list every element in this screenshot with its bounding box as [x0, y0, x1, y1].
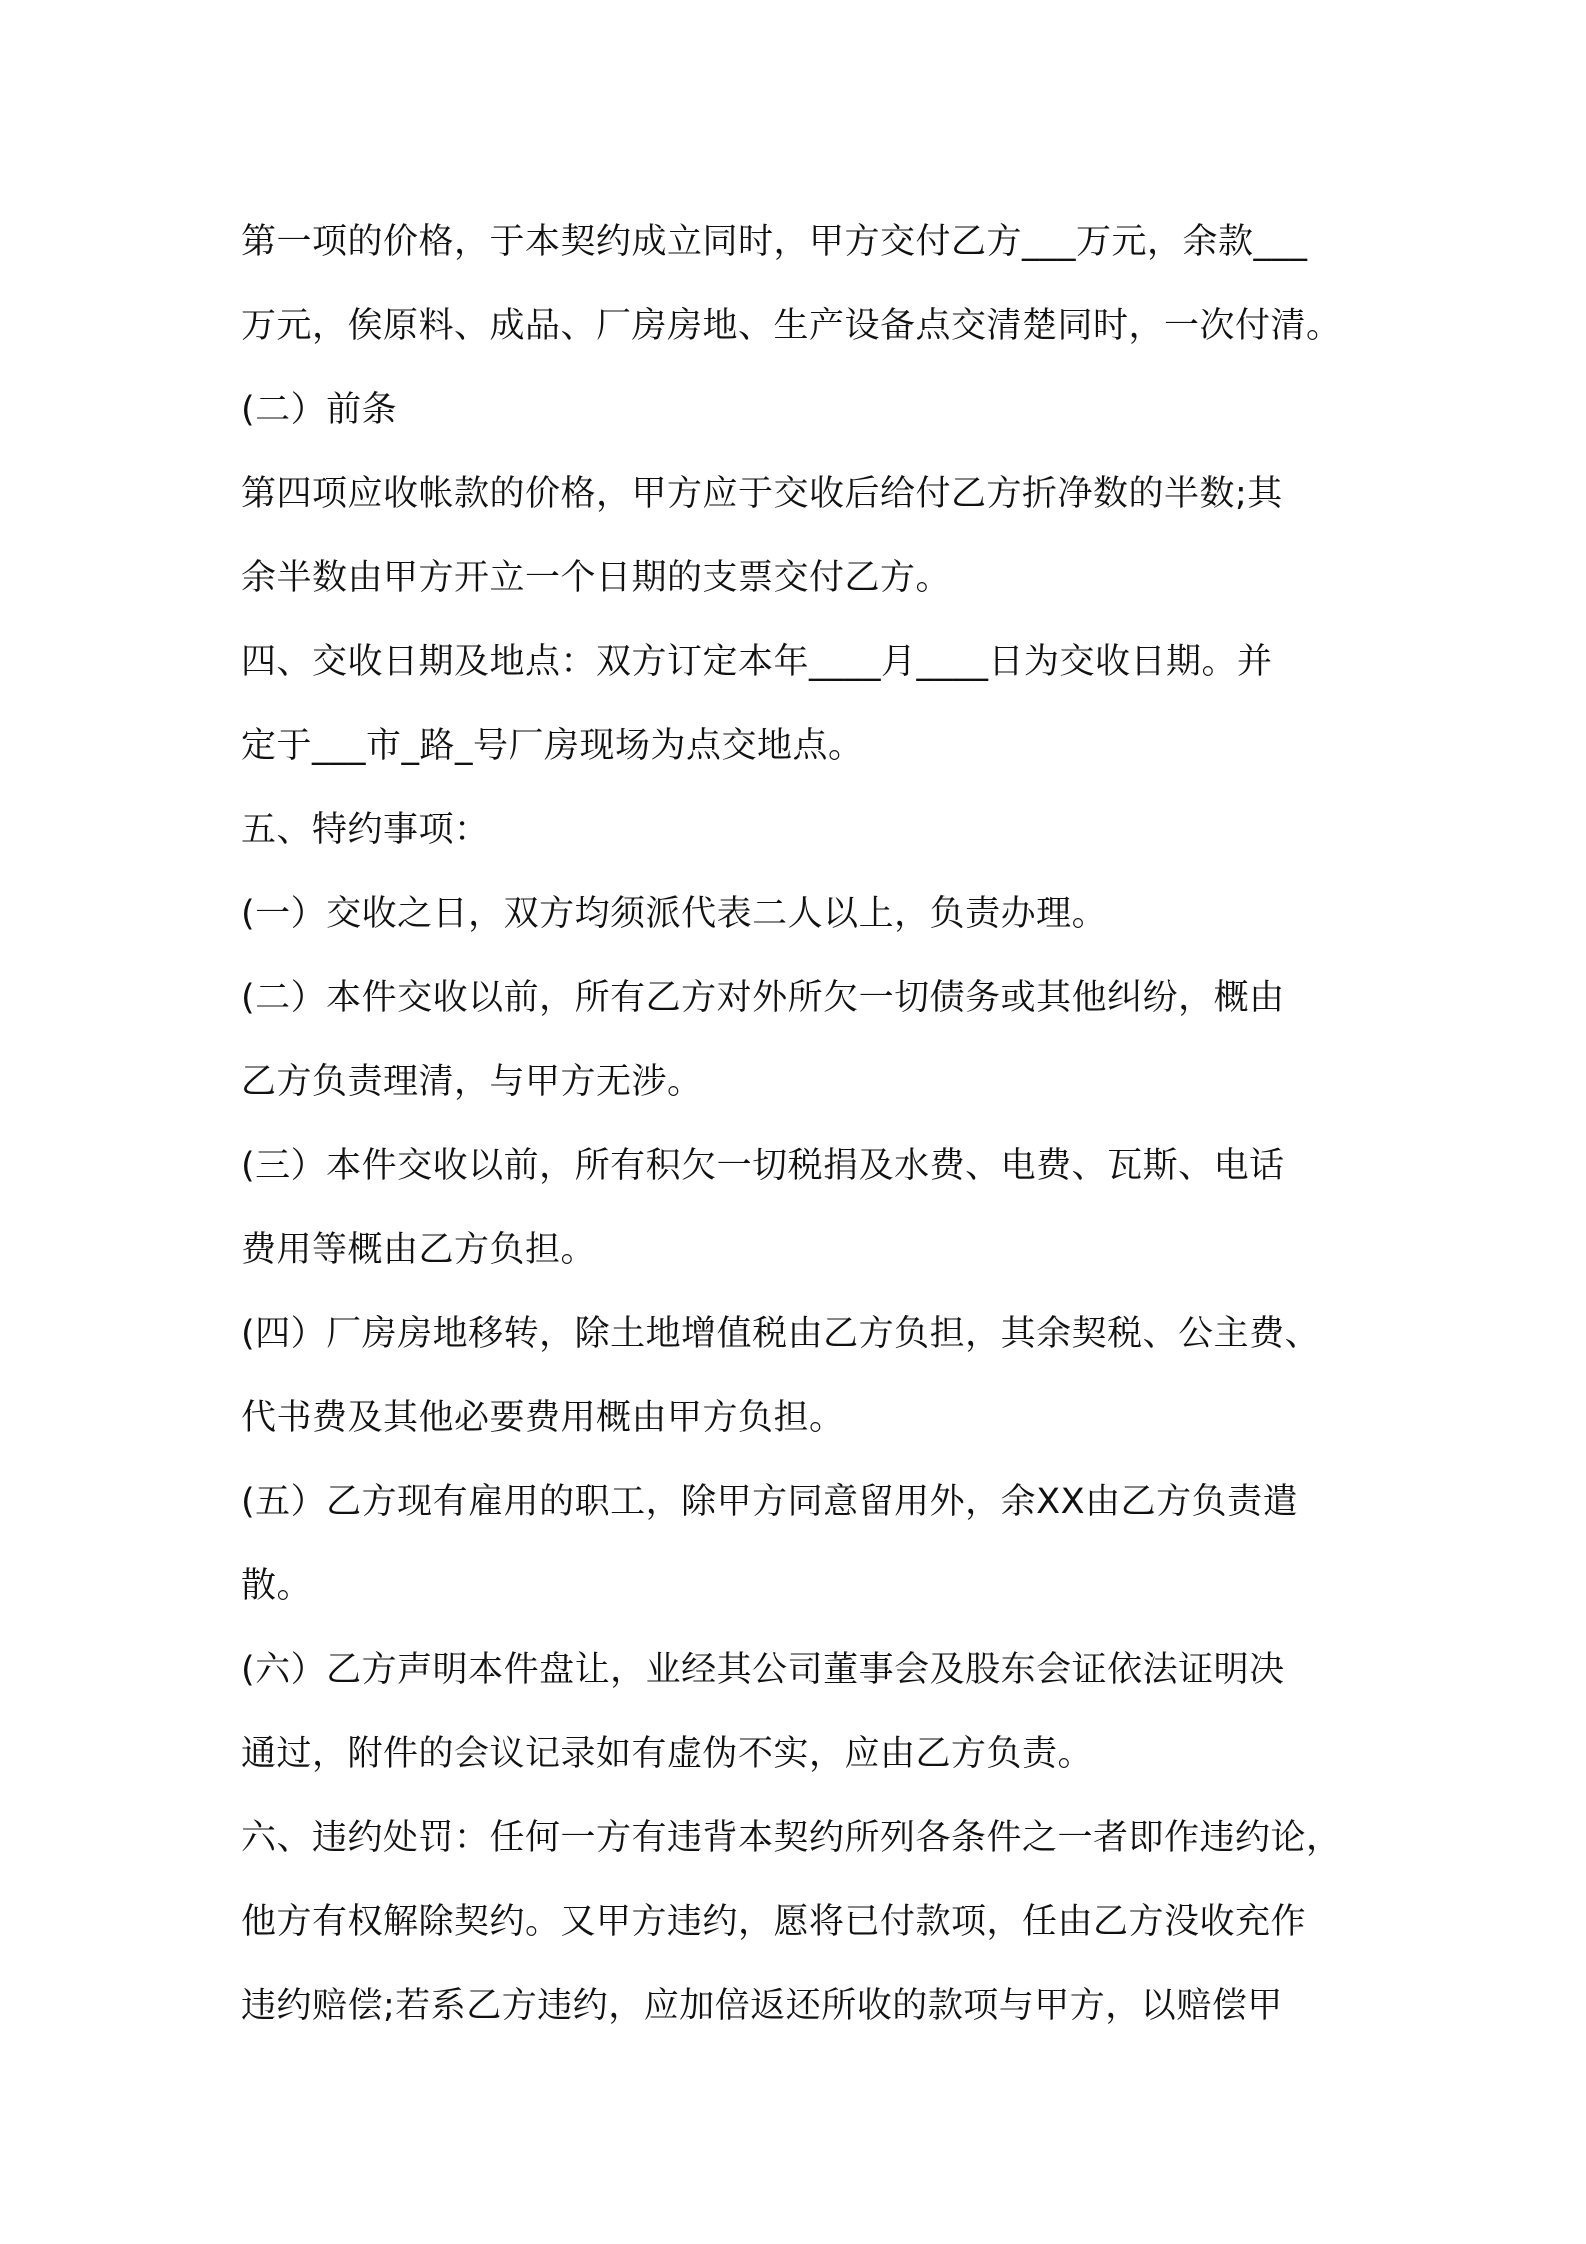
- text-line: 乙方负责理清，与甲方无涉。: [241, 1062, 703, 1102]
- text-line: 违约赔偿;若系乙方违约，应加倍返还所收的款项与甲方，以赔偿甲: [241, 1986, 1283, 2026]
- text-line: 四、交收日期及地点：双方订定本年____月____日为交收日期。并: [241, 642, 1273, 682]
- clause-item: (六）乙方声明本件盘让，业经其公司董事会及股东会证依法证明决: [241, 1650, 1285, 1690]
- section-heading: 五、特约事项：: [241, 810, 490, 850]
- clause-item: (四）厂房房地移转，除土地增值税由乙方负担，其余契税、公主费、: [241, 1314, 1321, 1354]
- document-body: [241, 200, 1361, 2048]
- section-heading: (二）前条: [241, 390, 398, 430]
- text-line: 万元，俟原料、成品、厂房房地、生产设备点交清楚同时，一次付清。: [241, 306, 1342, 346]
- text-line: 他方有权解除契约。又甲方违约，愿将已付款项，任由乙方没收充作: [241, 1902, 1307, 1942]
- clause-item: (一）交收之日，双方均须派代表二人以上，负责办理。: [241, 894, 1108, 934]
- text-line: 散。: [241, 1566, 313, 1606]
- text-line: 代书费及其他必要费用概由甲方负担。: [241, 1398, 845, 1438]
- clause-item: (二）本件交收以前，所有乙方对外所欠一切债务或其他纠纷，概由: [241, 978, 1285, 1018]
- section-heading: 六、违约处罚：任何一方有违背本契约所列各条件之一者即作违约论，: [241, 1818, 1342, 1858]
- text-line: 第四项应收帐款的价格，甲方应于交收后给付乙方折净数的半数;其: [241, 474, 1283, 514]
- text-line: 费用等概由乙方负担。: [241, 1230, 597, 1270]
- clause-item: (五）乙方现有雇用的职工，除甲方同意留用外，余XX由乙方负责遣: [241, 1482, 1299, 1522]
- text-line: 通过，附件的会议记录如有虚伪不实，应由乙方负责。: [241, 1734, 1094, 1774]
- text-line: 第一项的价格，于本契约成立同时，甲方交付乙方___万元，余款___: [241, 222, 1308, 262]
- text-line: 定于___市_路_号厂房现场为点交地点。: [241, 726, 864, 766]
- text-line: 余半数由甲方开立一个日期的支票交付乙方。: [241, 558, 952, 598]
- clause-item: (三）本件交收以前，所有积欠一切税捐及水费、电费、瓦斯、电话: [241, 1146, 1285, 1186]
